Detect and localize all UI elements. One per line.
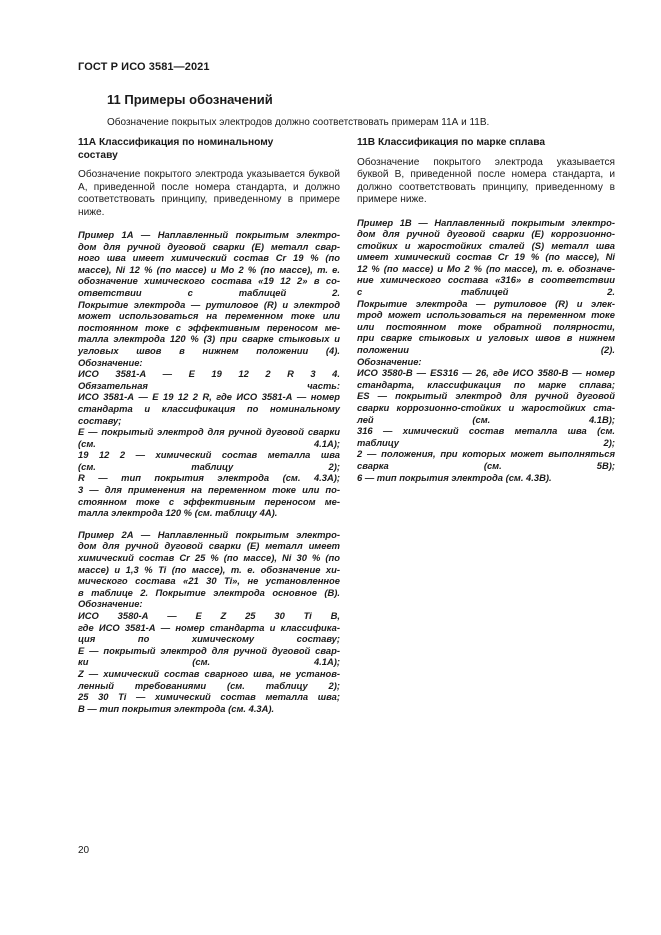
section-intro: Обозначение покрытых электродов должно соответствовать примерам 11А и 11В. (107, 117, 490, 128)
example-2a-line: в таблице 2. Покрытие электрода основное (В). (78, 586, 340, 598)
example-1b-line: стойких и жаростойких сталей (S) металл шва (357, 239, 615, 251)
example-1b-line: положении (2). (357, 344, 615, 356)
section-title: 11 Примеры обозначений (107, 92, 273, 107)
example-1b-line: Обозначение: (357, 355, 422, 367)
example-1a-line: ИСО 3581-А — Е 19 12 2 R, где ИСО 3581-А — номер (78, 391, 340, 403)
example-1a-line: Обозначение: (78, 356, 143, 368)
example-1b-line: таблицу 2); (357, 436, 615, 448)
example-1a-line: Покрытие электрода — рутиловое (R) и электрод (78, 298, 340, 310)
example-2a-line: В — тип покрытия электрода (см. 4.3А). (78, 702, 275, 714)
example-1b-line: Покрытие электрода — рутиловое (R) и элек- (357, 297, 615, 309)
example-2a-line: где ИСО 3581-А — номер стандарта и классифика- (78, 621, 340, 633)
example-2a-line: мического состава «21 30 Ti», не установленное (78, 575, 340, 587)
subsection-title-11a-line: составу (78, 149, 118, 161)
example-1b-line: лей (см. 4.1В); (357, 413, 615, 425)
example-1b-line: 2 — положения, при которых может выполняться (357, 448, 615, 460)
example-1a-line: 3 — для применения на переменном токе или по- (78, 484, 340, 496)
example-2a-line: химический состав Cr 25 % (по массе), Ni 30 % (по (78, 552, 340, 564)
example-1b-line: стандарта, классификация по марке сплава; (357, 378, 615, 390)
example-1a-line: постоянном токе с эффективным переносом ме- (78, 321, 340, 333)
subsection-title-11a-line: 11А Классификация по номинальному (78, 137, 274, 148)
column-11a (78, 137, 340, 724)
subsection-title-11a (78, 137, 340, 162)
example-2a-line: дом для ручной дуговой сварки (Е) металл имеет (78, 540, 340, 552)
example-1b-line: ИСО 3580-В — ES316 — 26, где ИСО 3580-В — номер (357, 367, 615, 379)
example-1a-line: угловых швов в нижнем положении (4). (78, 344, 340, 356)
page-number: 20 (78, 845, 90, 856)
example-1a-line: талла электрода 120 % (см. таблицу 4А). (78, 507, 278, 519)
subsection-intro-11b: Обозначение покрытого электрода указывается буквой В, приведенной после номера стандарта, и должно соответствовать принципу, приведенному в примере ниже. (357, 156, 615, 205)
example-1a-line: Пример 1А — Наплавленный покрытым электро- (78, 229, 340, 240)
example-1a-line: стандарта и классификация по номинальному (78, 402, 340, 414)
example-1b-line: 316 — химический состав металла шва (см. (357, 425, 615, 437)
example-1b-line: ние химического состава «316» в соответствии (357, 274, 615, 286)
document-id: ГОСТ Р ИСО 3581—2021 (78, 61, 210, 73)
example-1a-line: составу; (78, 414, 122, 426)
example-1a-line: обозначение химического состава «19 12 2» в со- (78, 275, 340, 287)
example-1b-line: сварки коррозионно-стойких и жаростойких ста- (357, 402, 615, 413)
example-1a-line: стоянном токе с эффективным переносом ме- (78, 495, 340, 507)
example-1a-line: дом для ручной дуговой сварки (Е) металл свар- (78, 240, 340, 252)
example-1a-line: 19 12 2 — химический состав металла шва (78, 449, 340, 461)
example-1a-line: может использоваться на переменном токе или (78, 310, 340, 322)
example-1a-line: ного шва имеет химический состав Cr 19 % (по (78, 252, 340, 264)
example-2a-line: Е — покрытый электрод для ручной дуговой свар- (78, 644, 340, 656)
example-1a-line: талла электрода 120 % (3) при сварке стыковых и (78, 333, 340, 345)
example-1b-line: 12 % (по массе) и Mo 2 % (по массе), т. е. обозначе- (357, 262, 615, 274)
example-2a-line: Z — химический состав сварного шва, не установ- (78, 667, 340, 679)
example-1a-line: ответствии с таблицей 2. (78, 286, 340, 298)
example-2a-line: массе) и 1,3 % Ti (по массе), т. е. обозначение хи- (78, 563, 340, 575)
example-2a-line: Пример 2А — Наплавленный покрытым электро- (78, 528, 340, 540)
example-1a-line: (см. таблицу 2); (78, 460, 340, 472)
example-1b-line: 6 — тип покрытия электрода (см. 4.3В). (357, 471, 552, 483)
example-1a-line: Обязательная часть: (78, 379, 340, 391)
example-1a-line: массе), Ni 12 % (по массе) и Mo 2 % (по массе), т. е. (78, 263, 340, 275)
subsection-intro-11a: Обозначение покрытого электрода указывается буквой А, приведенной после номера стандарта, и должно соответствовать принципу, приведенному в примере ниже. (78, 169, 340, 218)
example-1b-line: дом для ручной дуговой сварки (Е) коррозионно- (357, 228, 615, 240)
example-1b-line: или постоянном токе обратной полярности, (357, 320, 615, 332)
example-1b-line: сварка (см. 5В); (357, 459, 615, 471)
example-2a (78, 529, 340, 715)
column-11b (357, 137, 615, 493)
example-1a-line: (см. 4.1А); (78, 437, 340, 449)
example-2a-line: ция по химическому составу; (78, 633, 340, 645)
example-1a-line: R — тип покрытия электрода (см. 4.3А); (78, 472, 340, 484)
example-2a-line: 25 30 Ti — химический состав металла шва; (78, 691, 340, 703)
example-1b-line: при сварке стыковых и угловых швов в нижнем (357, 332, 615, 344)
example-1a-line: ИСО 3581-А — Е 19 12 2 R 3 4. (78, 368, 340, 380)
example-1a-line: Е — покрытый электрод для ручной дуговой сварки (78, 426, 340, 438)
example-1b-line: трод может использоваться на переменном токе (357, 309, 615, 321)
example-1b-line: имеет химический состав Cr 19 % (по массе), Ni (357, 251, 615, 263)
example-2a-line: ленный требованиями (см. таблицу 2); (78, 679, 340, 691)
example-2a-line: ИСО 3580-А — Е Z 25 30 Ti B, (78, 610, 340, 621)
example-1b-line: ES — покрытый электрод для ручной дуговой (357, 390, 615, 402)
example-1b (357, 217, 615, 484)
example-1b-line: с таблицей 2. (357, 286, 615, 298)
example-1a (78, 229, 340, 519)
subsection-title-11b-line: 11В Классификация по марке сплава (357, 137, 545, 148)
example-2a-line: Обозначение: (78, 598, 143, 610)
subsection-title-11b (357, 137, 615, 150)
example-1b-line: Пример 1В — Наплавленный покрытым электро- (357, 216, 615, 228)
example-2a-line: ки (см. 4.1А); (78, 656, 340, 668)
